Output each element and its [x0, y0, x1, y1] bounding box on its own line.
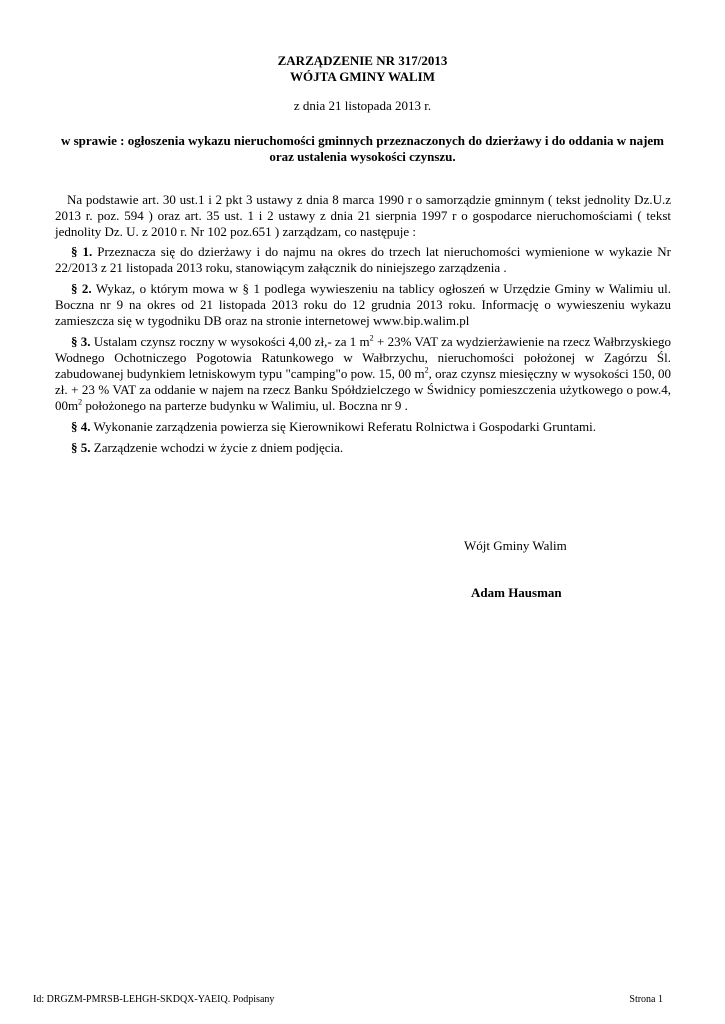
- document-body: [55, 192, 671, 461]
- document-title: [0, 53, 725, 85]
- document-id: Id: DRGZM-PMRSB-LEHGH-SKDQX-YAEIQ. Podpisany: [33, 994, 275, 1005]
- section-3-text-part-4: położonego na parterze budynku w Walimiu, ul. Boczna nr 9 .: [82, 398, 408, 413]
- document-date: z dnia 21 listopada 2013 r.: [293, 98, 432, 113]
- section-1: [55, 244, 671, 276]
- superscript-2: 2: [369, 333, 374, 343]
- title-line-2: WÓJTA GMINY WALIM: [290, 69, 435, 84]
- superscript-2: 2: [424, 365, 429, 375]
- section-2-text: Wykaz, o którym mowa w § 1 podlega wywieszeniu na tablicy ogłoszeń w Urzędzie Gminy w Walimiu ul. Boczna nr 9 na okres od 21 listopada 2013 roku do 12 grudnia 2013 roku. Informację o wywieszeniu wykazu zamieszcza się w tygodniku DB oraz na stronie internetowej www.bip.walim.pl: [55, 281, 671, 328]
- section-5-text: Zarządzenie wchodzi w życie z dniem podjęcia.: [93, 440, 344, 455]
- section-3-label: § 3.: [71, 334, 91, 349]
- section-1-text: Przeznacza się do dzierżawy i do najmu na okres do trzech lat nieruchomości wymienione w wykazie Nr 22/2013 z 21 listopada 2013 roku, stanowiącym załącznik do niniejszego zarządzenia .: [55, 244, 671, 275]
- section-5: [55, 440, 671, 456]
- section-2-label: § 2.: [71, 281, 92, 296]
- document-subject: [55, 133, 670, 165]
- superscript-2: 2: [78, 397, 83, 407]
- section-5-label: § 5.: [71, 440, 91, 455]
- section-3-text-part-1: Ustalam czynsz roczny w wysokości 4,00 zł,- za 1 m: [93, 334, 370, 349]
- title-line-1: ZARZĄDZENIE NR 317/2013: [277, 53, 448, 68]
- section-3-text-part-2: + 23% VAT za wydzierżawienie na rzecz Wałbrzyskiego Wodnego Ochotniczego Pogotowia Ratunkowego w Wałbrzychu, nieruchomości położonej w Zagórzu Śl. zabudowanej budynkiem letniskowym typu "camping"o pow. 15, 00 m: [55, 334, 671, 381]
- section-4: [55, 419, 671, 435]
- page-number: Strona 1: [629, 994, 663, 1005]
- section-3: [55, 334, 671, 414]
- signature-title: Wójt Gminy Walim: [464, 538, 567, 553]
- subject-line-2: oraz ustalenia wysokości czynszu.: [269, 149, 456, 164]
- signature-name: Adam Hausman: [471, 585, 562, 600]
- section-2: [55, 281, 671, 329]
- preamble: Na podstawie art. 30 ust.1 i 2 pkt 3 ustawy z dnia 8 marca 1990 r o samorządzie gminnym ( tekst jednolity Dz.U.z 2013 r. poz. 594 ) oraz art. 35 ust. 1 i 2 ustawy z dnia 21 sierpnia 1997 r o gospodarce nieruchomościami ( tekst jednolity Dz. U. z 2010 r. Nr 102 poz.651 ) zarządzam, co następuje :: [55, 192, 671, 239]
- section-1-label: § 1.: [71, 244, 93, 259]
- section-4-text: Wykonanie zarządzenia powierza się Kierownikowi Referatu Rolnictwa i Gospodarki Gruntami.: [93, 419, 596, 434]
- section-3-text-part-3: , oraz czynsz miesięczny w wysokości 150, 00 zł. + 23 % VAT za oddanie w najem na rzecz Banku Spółdzielczego w Świdnicy pomieszczenia użytkowego o pow.4, 00m: [55, 366, 671, 413]
- section-4-label: § 4.: [71, 419, 91, 434]
- subject-line-1: w sprawie : ogłoszenia wykazu nieruchomości gminnych przeznaczonych do dzierżawy i do oddania w najem: [60, 133, 665, 148]
